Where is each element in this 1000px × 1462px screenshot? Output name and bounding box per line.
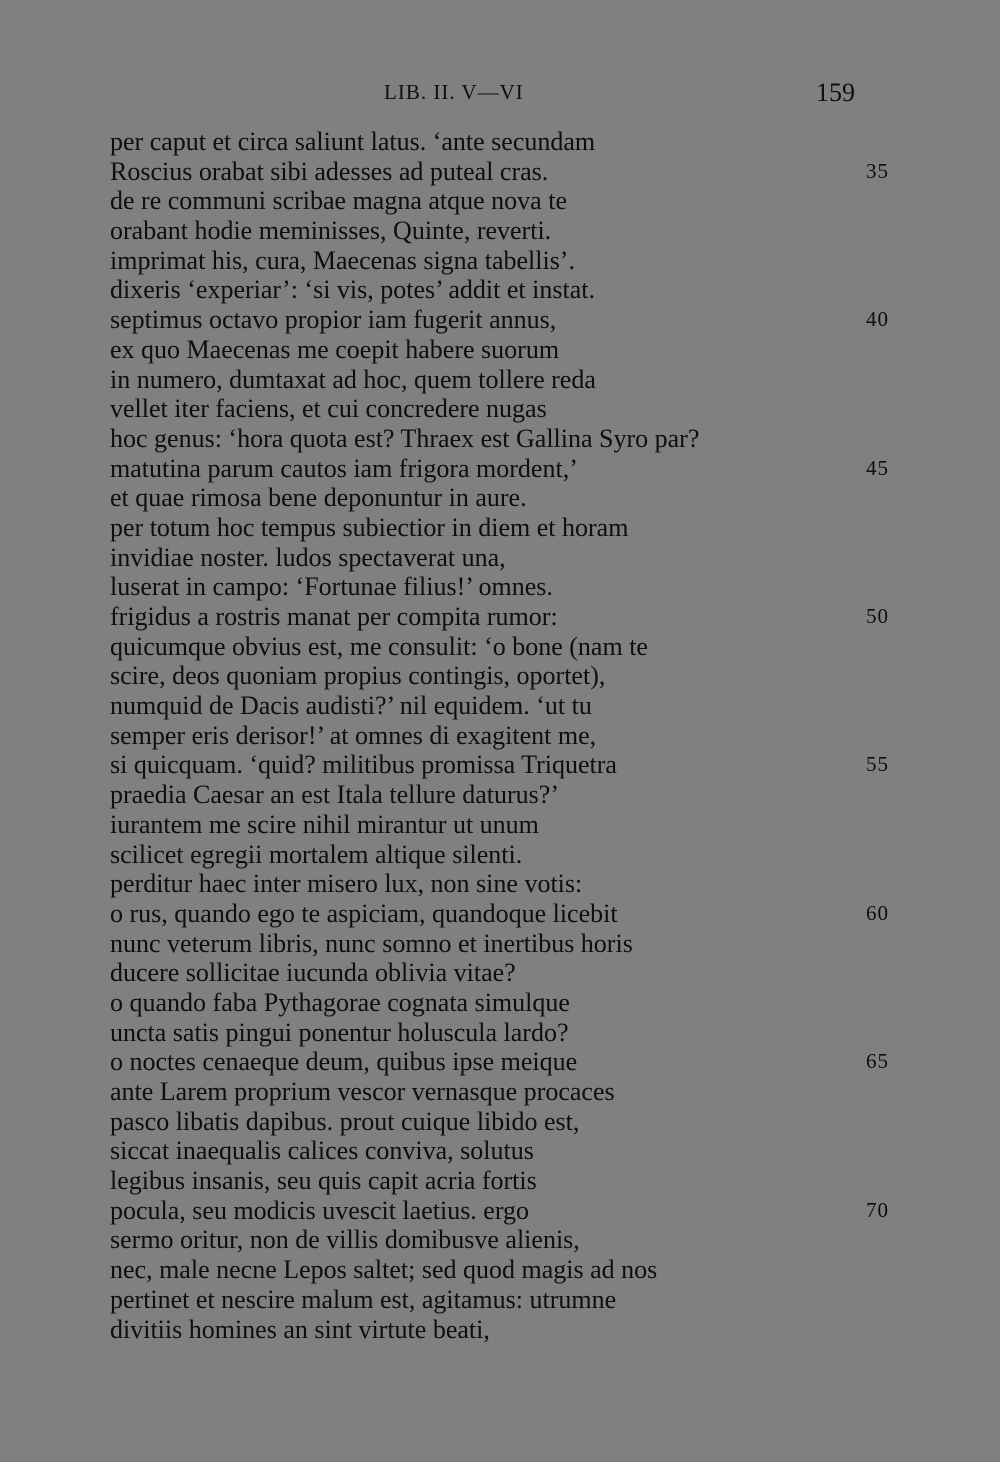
verse-line [110,424,910,454]
verse-line-text: vellet iter faciens, et cui concredere nugas [110,394,547,424]
verse-line [110,691,910,721]
verse-line [110,750,910,780]
verse-line-text: imprimat his, cura, Maecenas signa tabellis’. [110,245,575,275]
verse-line-text: matutina parum cautos iam frigora mordent,’ [110,453,578,483]
verse-line-text: pertinet et nescire malum est, agitamus: utrumne [110,1284,617,1314]
verse-line [110,186,910,216]
verse-line [110,1107,910,1137]
verse-line [110,929,910,959]
verse-line [110,1018,910,1048]
verse-line-text: o quando faba Pythagorae cognata simulque [110,987,570,1017]
verse-line-text: pasco libatis dapibus. prout cuique libido est, [110,1106,580,1136]
verse-line-text: si quicquam. ‘quid? militibus promissa Triquetra [110,750,617,780]
verse-line [110,483,910,513]
verse-line [110,988,910,1018]
line-number: 45 [866,455,889,480]
verse-line-text: semper eris derisor!’ at omnes di exagitent me, [110,720,597,750]
verse-line-text: praedia Caesar an est Itala tellure daturus?’ [110,780,559,810]
verse-line-text: septimus octavo propior iam fugerit annus, [110,305,557,335]
verse-line [110,958,910,988]
verse-line-text: siccat inaequalis calices conviva, solutus [110,1136,534,1166]
verse-text-block [110,127,910,1344]
verse-line-text: nunc veterum libris, nunc somno et inertibus horis [110,928,633,958]
verse-line [110,1225,910,1255]
verse-line [110,335,910,365]
verse-line-text: in numero, dumtaxat ad hoc, quem tollere reda [110,364,596,394]
verse-line-text: sermo oritur, non de villis domibusve alienis, [110,1225,580,1255]
verse-line-text: ex quo Maecenas me coepit habere suorum [110,334,560,364]
verse-line-text: iurantem me scire nihil mirantur ut unum [110,809,539,839]
verse-line [110,1315,910,1345]
verse-line-text: invidiae noster. ludos spectaverat una, [110,542,506,572]
verse-line [110,572,910,602]
verse-line [110,543,910,573]
verse-line [110,661,910,691]
verse-line [110,721,910,751]
verse-line-text: uncta satis pingui ponentur holuscula lardo? [110,1017,569,1047]
line-number: 35 [866,158,889,183]
line-number: 60 [866,900,889,925]
verse-line-text: de re communi scribae magna atque nova te [110,186,567,216]
line-number: 55 [866,752,889,777]
verse-line-text: o rus, quando ego te aspiciam, quandoque licebit [110,898,618,928]
line-number: 65 [866,1049,889,1074]
verse-line [110,1255,910,1285]
line-number: 70 [866,1197,889,1222]
verse-line [110,246,910,276]
verse-line [110,513,910,543]
verse-line [110,1136,910,1166]
verse-line [110,157,910,187]
verse-line [110,869,910,899]
verse-line [110,1047,910,1077]
verse-line-text: per caput et circa saliunt latus. ‘ante secundam [110,127,596,156]
page-number: 159 [816,78,855,107]
verse-line [110,1077,910,1107]
verse-line [110,840,910,870]
verse-line-text: pocula, seu modicis uvescit laetius. ergo [110,1195,530,1225]
verse-line [110,810,910,840]
verse-line-text: nec, male necne Lepos saltet; sed quod magis ad nos [110,1255,658,1285]
verse-line [110,780,910,810]
running-head: LIB. II. V—VI [384,80,524,104]
verse-line [110,216,910,246]
verse-line-text: scilicet egregii mortalem altique silenti. [110,839,523,869]
verse-line-text: perditur haec inter misero lux, non sine votis: [110,869,583,899]
page-header [0,76,1000,116]
verse-line [110,127,910,157]
verse-line [110,1166,910,1196]
verse-line-text: numquid de Dacis audisti?’ nil equidem. ‘ut tu [110,691,592,721]
verse-line-text: hoc genus: ‘hora quota est? Thraex est Gallina Syro par? [110,423,700,453]
verse-line [110,1196,910,1226]
verse-line-text: per totum hoc tempus subiectior in diem et horam [110,512,629,542]
verse-line-text: et quae rimosa bene deponuntur in aure. [110,483,527,513]
verse-line-text: divitiis homines an sint virtute beati, [110,1314,490,1344]
verse-line-text: scire, deos quoniam propius contingis, oportet), [110,661,606,691]
verse-line [110,365,910,395]
verse-line [110,899,910,929]
verse-line-text: ducere sollicitae iucunda oblivia vitae? [110,958,516,988]
line-number: 50 [866,604,889,628]
verse-line-text: quicumque obvius est, me consulit: ‘o bone (nam te [110,631,648,661]
verse-line [110,632,910,662]
verse-line-text: ante Larem proprium vescor vernasque procaces [110,1077,615,1106]
verse-line-text: dixeris ‘experiar’: ‘si vis, potes’ addit et instat. [110,275,595,305]
verse-line-text: frigidus a rostris manat per compita rumor: [110,602,558,631]
verse-line-text: Roscius orabat sibi adesses ad puteal cras. [110,156,549,186]
verse-line [110,1285,910,1315]
verse-line [110,602,910,632]
verse-line [110,305,910,335]
verse-line [110,275,910,305]
verse-line [110,394,910,424]
verse-line-text: legibus insanis, seu quis capit acria fortis [110,1166,537,1196]
line-number: 40 [866,307,889,332]
verse-line-text: o noctes cenaeque deum, quibus ipse meique [110,1047,578,1077]
verse-line-text: orabant hodie meminisses, Quinte, reverti. [110,216,552,246]
verse-line-text: luserat in campo: ‘Fortunae filius!’ omnes. [110,572,553,602]
verse-line [110,454,910,484]
